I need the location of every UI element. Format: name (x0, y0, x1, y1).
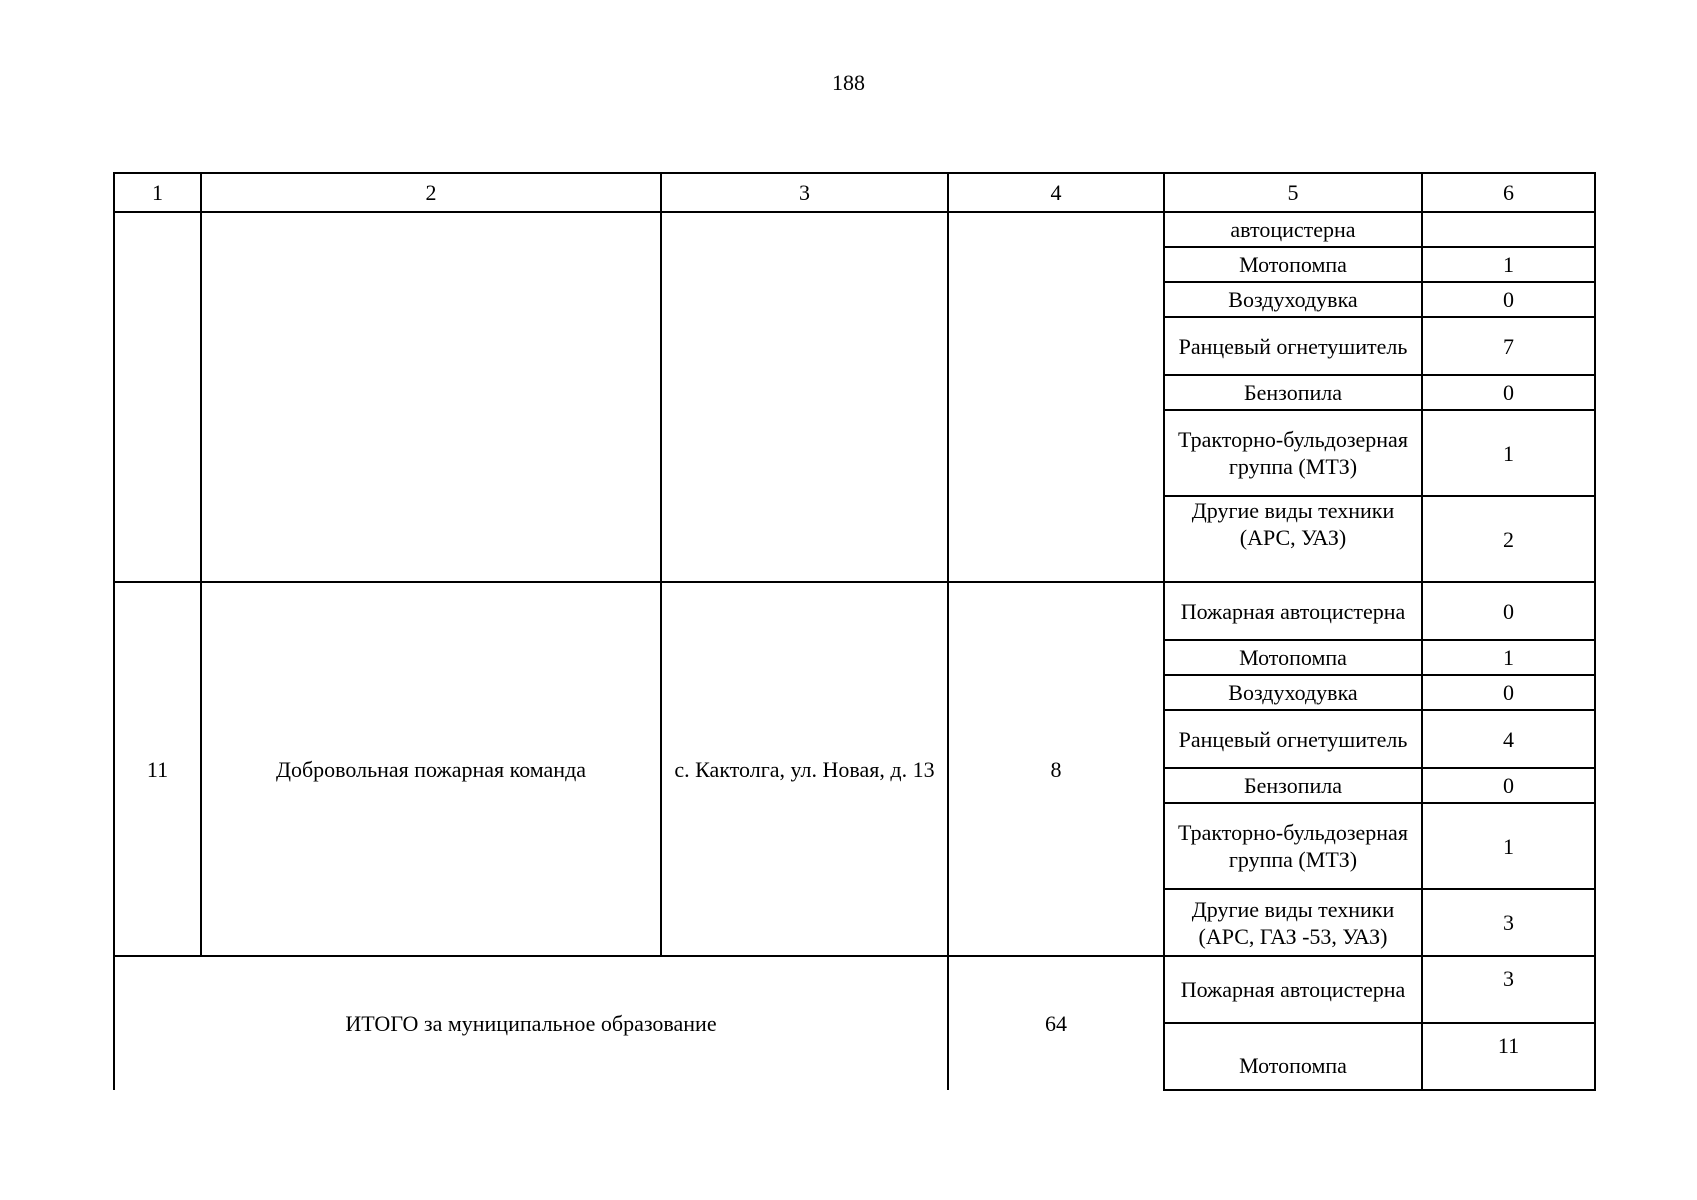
entry-personnel: 8 (948, 582, 1164, 956)
equipment-name: Бензопила (1164, 375, 1422, 410)
equipment-count: 2 (1422, 496, 1595, 582)
equipment-count: 1 (1422, 410, 1595, 496)
page-number: 188 (832, 70, 865, 95)
equipment-count: 1 (1422, 640, 1595, 675)
equipment-name: Тракторно-бульдозерная группа (МТЗ) (1164, 803, 1422, 889)
header-row (114, 173, 1595, 212)
equipment-name: Пожарная автоцистерна (1164, 582, 1422, 640)
equipment-count: 0 (1422, 582, 1595, 640)
equipment-name: Другие виды техники (АРС, ГАЗ -53, УАЗ) (1164, 889, 1422, 956)
equipment-count: 0 (1422, 768, 1595, 803)
table-row (114, 956, 1595, 1023)
table-row (114, 212, 1595, 247)
entry-address: с. Кактолга, ул. Новая, д. 13 (661, 582, 948, 956)
equipment-name: Бензопила (1164, 768, 1422, 803)
column-header: 3 (661, 173, 948, 212)
column-header: 5 (1164, 173, 1422, 212)
equipment-count: 3 (1422, 889, 1595, 956)
continuation-address-cell (661, 212, 948, 582)
equipment-name: Ранцевый огнетушитель (1164, 710, 1422, 768)
equipment-name: Пожарная автоцистерна (1164, 956, 1422, 1023)
column-header: 6 (1422, 173, 1595, 212)
continuation-name-cell (201, 212, 661, 582)
equipment-name: Тракторно-бульдозерная группа (МТЗ) (1164, 410, 1422, 496)
equipment-count (1422, 212, 1595, 247)
column-header: 4 (948, 173, 1164, 212)
continuation-personnel-cell (948, 212, 1164, 582)
equipment-name: Другие виды техники (АРС, УАЗ) (1164, 496, 1422, 582)
equipment-name: Воздуходувка (1164, 282, 1422, 317)
column-header: 1 (114, 173, 201, 212)
equipment-count: 7 (1422, 317, 1595, 375)
equipment-name: Ранцевый огнетушитель (1164, 317, 1422, 375)
entry-name: Добровольная пожарная команда (201, 582, 661, 956)
equipment-name: Воздуходувка (1164, 675, 1422, 710)
equipment-count: 0 (1422, 675, 1595, 710)
equipment-count: 1 (1422, 803, 1595, 889)
equipment-count: 4 (1422, 710, 1595, 768)
total-personnel: 64 (948, 956, 1164, 1090)
entry-number: 11 (114, 582, 201, 956)
equipment-count: 0 (1422, 375, 1595, 410)
equipment-count: 11 (1422, 1023, 1595, 1090)
column-header: 2 (201, 173, 661, 212)
equipment-count: 0 (1422, 282, 1595, 317)
equipment-name: Мотопомпа (1164, 1023, 1422, 1090)
equipment-count: 1 (1422, 247, 1595, 282)
equipment-name: Мотопомпа (1164, 247, 1422, 282)
continuation-number-cell (114, 212, 201, 582)
table-row (114, 582, 1595, 640)
equipment-count: 3 (1422, 956, 1595, 1023)
equipment-name: Мотопомпа (1164, 640, 1422, 675)
equipment-table (113, 172, 1596, 1091)
equipment-name: автоцистерна (1164, 212, 1422, 247)
total-label: ИТОГО за муниципальное образование (114, 956, 948, 1090)
